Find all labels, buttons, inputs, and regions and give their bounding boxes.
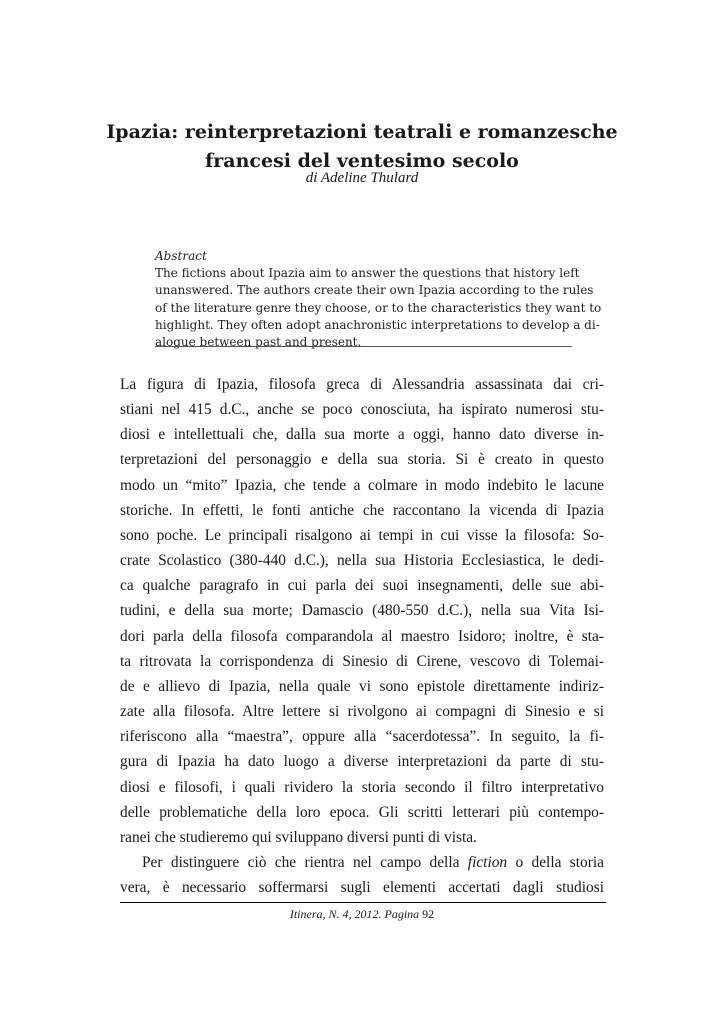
footer-divider bbox=[120, 902, 606, 903]
text-line: diosi e filosofi, i quali rividero la storia secondo il filtro interpretativo bbox=[120, 778, 604, 796]
text-line: ca qualche paragrafo in cui parla dei suoi insegnamenti, delle sue abi- bbox=[120, 577, 604, 595]
journal-citation: Itinera, N. 4, 2012. Pagina bbox=[289, 907, 420, 921]
text-line: riferiscono alla “maestra”, oppure alla “sacerdotessa”. In seguito, la fi- bbox=[120, 728, 604, 746]
paper-title bbox=[0, 118, 724, 176]
paper-title-line-1: Ipazia: reinterpretazioni teatrali e romanzesche bbox=[106, 121, 618, 143]
text-line: modo un “mito” Ipazia, che tende a colmare in modo indebito le lacune bbox=[120, 476, 604, 494]
text-line: ranei che studieremo qui sviluppano diversi punti di vista. bbox=[120, 828, 477, 846]
text-line: zate alla filosofa. Altre lettere si rivolgono ai compagni di Sinesio e si bbox=[120, 703, 604, 721]
text-line: gura di Ipazia ha dato luogo a diverse interpretazioni da parte di stu- bbox=[120, 753, 604, 771]
text-line: sono poche. Le principali risalgono ai tempi in cui visse la filosofa: So- bbox=[120, 526, 604, 544]
text-line: tudini, e della sua morte; Damascio (480-550 d.C.), nella sua Vita Isi- bbox=[120, 602, 604, 620]
text-segment: o della storia bbox=[507, 853, 604, 871]
author-byline: di Adeline Thulard bbox=[305, 170, 419, 186]
abstract-line: of the literature genre they choose, or to the characteristics they want to bbox=[155, 300, 602, 315]
text-line: storiche. In effetti, le fonti antiche che raccontano la vicenda di Ipazia bbox=[120, 501, 604, 519]
text-line: dori parla della filosofa comparandola al maestro Isidoro; inoltre, è sta- bbox=[120, 627, 604, 645]
text-line: terpretazioni del personaggio e della sua storia. Si è creato in questo bbox=[120, 451, 604, 469]
abstract-line: highlight. They often adopt anachronistic interpretations to develop a di- bbox=[155, 317, 600, 332]
paper-title-line-2: francesi del ventesimo secolo bbox=[205, 150, 519, 172]
text-line: diosi e intellettuali che, dalla sua morte a oggi, hanno dato diverse in- bbox=[120, 426, 604, 444]
abstract-line: The fictions about Ipazia aim to answer the questions that history left bbox=[155, 266, 580, 281]
abstract-line: alogue between past and present. bbox=[155, 335, 362, 350]
text-line: vera, è necessario soffermarsi sugli elementi accertati dagli studiosi bbox=[120, 879, 604, 897]
text-line bbox=[120, 850, 604, 875]
italic-term: fiction bbox=[467, 853, 508, 871]
text-line: ta ritrovata la corrispondenza di Sinesio di Cirene, vescovo di Tolemai- bbox=[120, 652, 604, 670]
page-number: 92 bbox=[422, 907, 435, 921]
text-line: stiani nel 415 d.C., anche se poco conosciuta, ha ispirato numerosi stu- bbox=[120, 401, 604, 419]
paragraph-1 bbox=[120, 372, 604, 850]
text-line: crate Scolastico (380-440 d.C.), nella sua Historia Ecclesiastica, le dedi- bbox=[120, 552, 604, 570]
page-footer bbox=[0, 907, 724, 922]
abstract-heading: Abstract bbox=[155, 249, 207, 263]
text-segment: Per distinguere ciò che rientra nel campo della bbox=[142, 853, 468, 871]
paragraph-2 bbox=[120, 850, 604, 900]
text-line: de e allievo di Ipazia, nella quale vi sono epistole direttamente indiriz- bbox=[120, 677, 604, 695]
text-line: La figura di Ipazia, filosofa greca di Alessandria assassinata dai cri- bbox=[120, 376, 604, 393]
abstract-line: unanswered. The authors create their own Ipazia according to the rules bbox=[155, 283, 594, 298]
abstract-divider bbox=[155, 346, 572, 347]
text-line: delle problematiche della loro epoca. Gli scritti letterari più contempo- bbox=[120, 803, 604, 821]
body-text bbox=[120, 372, 604, 900]
abstract-block bbox=[155, 248, 602, 351]
